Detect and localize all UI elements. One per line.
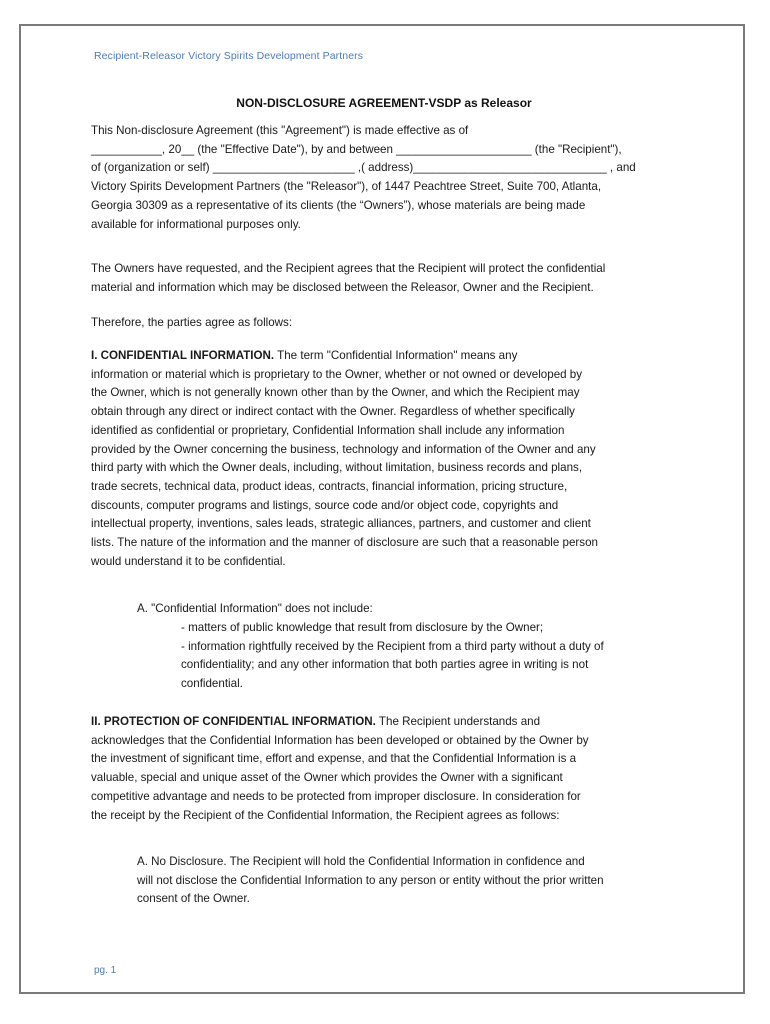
section-2-line: the receipt by the Recipient of the Confidential Information, the Recipient agrees as follows:	[91, 808, 560, 822]
section-2-heading: II. PROTECTION OF CONFIDENTIAL INFORMATION.	[91, 715, 376, 728]
therefore-line: Therefore, the parties agree as follows:	[91, 316, 293, 329]
section-1-line: discounts, computer programs and listings, source code and/or object code, copyrights and	[91, 498, 559, 512]
section-1-line: trade secrets, technical data, product ideas, contracts, financial information, pricing structure,	[91, 479, 568, 493]
section-1a-item: - matters of public knowledge that result from disclosure by the Owner;	[181, 621, 544, 634]
section-1a-heading-block	[137, 600, 737, 619]
intro-line: of (organization or self) ______________________ ,( address)______________________________ , and	[91, 161, 636, 175]
section-2-line: valuable, special and unique asset of the Owner which provides the Owner with a significant	[91, 771, 563, 785]
owners-request-paragraph	[91, 260, 691, 297]
section-1a-list	[181, 619, 770, 694]
document-title: NON-DISCLOSURE AGREEMENT-VSDP as Releasor	[236, 96, 532, 110]
intro-line: Georgia 30309 as a representative of its clients (the “Owners”), whose materials are being made	[91, 198, 586, 212]
section-2a-no-disclosure	[137, 853, 737, 909]
section-2-line: competitive advantage and needs to be protected from improper disclosure. In consideration for	[91, 789, 581, 803]
section-1a-item: confidentiality; and any other information that both parties agree in writing is not	[181, 658, 589, 672]
intro-line: This Non-disclosure Agreement (this "Agreement") is made effective as of	[91, 124, 469, 137]
section-1-line: the Owner, which is not generally known other than by the Owner, and which the Recipient may	[91, 386, 580, 400]
owners-request-line: The Owners have requested, and the Recipient agrees that the Recipient will protect the confidential	[91, 262, 606, 275]
section-1-line: intellectual property, inventions, sales leads, strategic alliances, partners, and customer and client	[91, 517, 591, 531]
intro-line: available for informational purposes only.	[91, 217, 301, 231]
section-1a-item: confidential.	[181, 677, 243, 691]
section-1-heading-rest: The term "Confidential Information" means any	[274, 349, 518, 362]
intro-line: ___________, 20__ (the "Effective Date"), by and between _____________________ (the "Recipient"),	[91, 142, 622, 156]
intro-paragraph	[91, 122, 691, 234]
section-1-line: information or material which is proprietary to the Owner, whether or not owned or developed by	[91, 367, 583, 381]
section-confidential-information	[91, 347, 691, 571]
section-1-line: identified as confidential or proprietary, Confidential Information shall include any information	[91, 423, 565, 437]
section-1-line: third party with which the Owner deals, including, without limitation, business records and plans,	[91, 461, 583, 475]
section-1a-item: - information rightfully received by the Recipient from a third party without a duty of	[181, 639, 604, 653]
section-2a-line: consent of the Owner.	[137, 892, 250, 906]
section-1a-heading: A. "Confidential Information" does not include:	[137, 602, 373, 615]
section-2a-line: A. No Disclosure. The Recipient will hold the Confidential Information in confidence and	[137, 855, 585, 868]
section-2-line: the investment of significant time, effort and expense, and that the Confidential Information is a	[91, 752, 577, 766]
page-number: pg. 1	[94, 965, 117, 976]
therefore-paragraph	[91, 314, 691, 333]
section-1-line: would understand it to be confidential.	[91, 554, 286, 568]
section-1-line: provided by the Owner concerning the business, technology and information of the Owner and any	[91, 442, 596, 456]
intro-line: Victory Spirits Development Partners (the "Releasor"), of 1447 Peachtree Street, Suite 700, Atlanta,	[91, 180, 602, 194]
document-page	[19, 24, 745, 994]
section-2a-line: will not disclose the Confidential Information to any person or entity without the prior written	[137, 873, 604, 887]
section-2-line: acknowledges that the Confidential Information has been developed or obtained by the Owner by	[91, 733, 589, 747]
section-2-first-line	[91, 713, 691, 732]
section-1-heading: I. CONFIDENTIAL INFORMATION.	[91, 349, 275, 362]
section-1-line: lists. The nature of the information and the manner of disclosure are such that a reasonable person	[91, 536, 598, 550]
section-protection	[91, 713, 691, 825]
section-1-first-line	[91, 347, 691, 366]
section-1-line: obtain through any direct or indirect contact with the Owner. Regardless of whether specifically	[91, 405, 575, 419]
running-header: Recipient-Releasor Victory Spirits Development Partners	[94, 50, 364, 62]
section-2-heading-rest: The Recipient understands and	[375, 715, 541, 728]
owners-request-line: material and information which may be disclosed between the Releasor, Owner and the Recipient.	[91, 280, 594, 294]
